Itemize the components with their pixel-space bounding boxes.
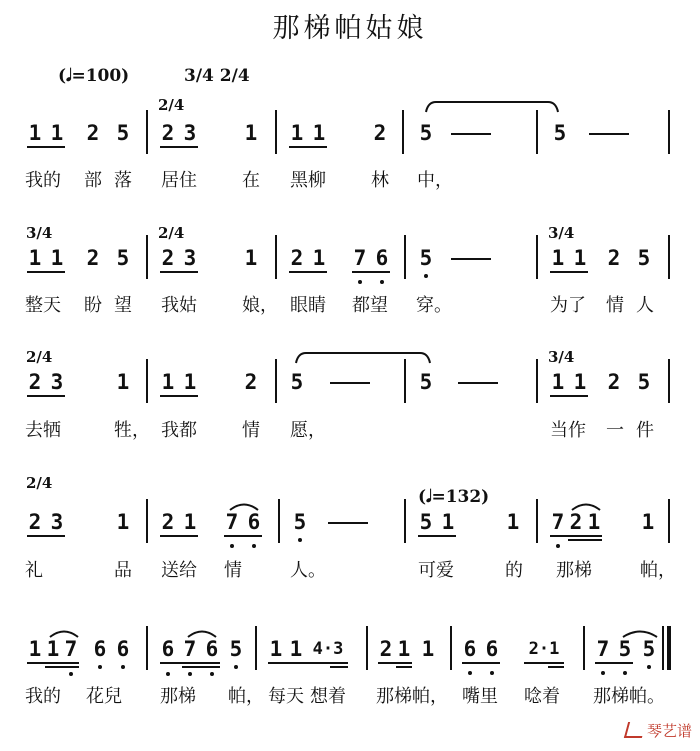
low-octave-dot bbox=[234, 665, 238, 669]
note: 2 bbox=[161, 246, 175, 270]
lyric: 牲， bbox=[114, 420, 150, 441]
lyric: 情 bbox=[242, 420, 260, 441]
note: 1 bbox=[289, 637, 303, 661]
note: 1 bbox=[551, 246, 565, 270]
low-octave-dot bbox=[623, 671, 627, 675]
time-signature: 2/4 bbox=[26, 348, 53, 366]
note: 5 bbox=[637, 370, 651, 394]
lyric: 为了 bbox=[550, 295, 586, 316]
underline bbox=[289, 146, 327, 148]
note: 1 bbox=[161, 370, 175, 394]
note: 3 bbox=[50, 510, 64, 534]
note: 5 bbox=[642, 637, 656, 661]
note: 1 bbox=[183, 510, 197, 534]
lyric: 人 bbox=[636, 295, 654, 316]
note: 3 bbox=[50, 370, 64, 394]
low-octave-dot bbox=[490, 671, 494, 675]
underline bbox=[160, 271, 198, 273]
lyric: 落 bbox=[114, 170, 132, 191]
barline bbox=[536, 235, 538, 279]
lyric: 穿。 bbox=[416, 295, 452, 316]
low-octave-dot bbox=[210, 672, 214, 676]
lyric: 当作 bbox=[550, 420, 586, 441]
underline bbox=[550, 271, 588, 273]
barline bbox=[275, 359, 277, 403]
low-octave-dot bbox=[424, 274, 428, 278]
underline bbox=[224, 535, 262, 537]
lyric: 人。 bbox=[290, 560, 326, 581]
barline bbox=[668, 359, 670, 403]
lyric: 嘴里 bbox=[462, 686, 498, 707]
underline bbox=[378, 662, 412, 664]
barline bbox=[536, 499, 538, 543]
slur bbox=[186, 628, 218, 638]
note: 1 bbox=[28, 121, 42, 145]
underline bbox=[160, 662, 220, 664]
underline bbox=[27, 535, 65, 537]
note: 7 bbox=[551, 510, 565, 534]
note: 6 bbox=[93, 637, 107, 661]
lyric: 件 bbox=[636, 420, 654, 441]
time-signature: 2/4 bbox=[158, 224, 185, 242]
lyric: 那梯帕， bbox=[376, 686, 448, 707]
note: 1 bbox=[573, 370, 587, 394]
note: 6 bbox=[161, 637, 175, 661]
note: 2 bbox=[607, 246, 621, 270]
lyric: 一 bbox=[606, 420, 624, 441]
note: 1 bbox=[641, 510, 655, 534]
low-octave-dot bbox=[380, 280, 384, 284]
note: 7 bbox=[596, 637, 610, 661]
barline bbox=[536, 359, 538, 403]
lyric: 眼睛 bbox=[290, 295, 326, 316]
lyric: 望 bbox=[114, 295, 132, 316]
underline bbox=[548, 666, 564, 668]
note: 6 bbox=[205, 637, 219, 661]
barline bbox=[146, 235, 148, 279]
note: 5 bbox=[290, 370, 304, 394]
underline bbox=[160, 146, 198, 148]
lyric: 都望 bbox=[352, 295, 388, 316]
time-signature: 3/4 bbox=[548, 224, 575, 242]
note: 7 bbox=[225, 510, 239, 534]
underline bbox=[45, 662, 79, 664]
note: 1 bbox=[269, 637, 283, 661]
slur bbox=[621, 628, 659, 638]
note: 1 bbox=[506, 510, 520, 534]
tempo-initial: (𝅘𝅥=100) bbox=[58, 66, 130, 86]
low-octave-dot bbox=[98, 665, 102, 669]
underline bbox=[289, 271, 327, 273]
lyric: 那梯 bbox=[556, 560, 592, 581]
note: 1 bbox=[50, 121, 64, 145]
note: 2 bbox=[373, 121, 387, 145]
underline bbox=[418, 535, 456, 537]
lyric: 居住 bbox=[161, 170, 197, 191]
lyric: 盼 bbox=[84, 295, 102, 316]
note: 1 bbox=[28, 637, 42, 661]
logo-text: 琴艺谱 bbox=[646, 722, 692, 740]
lyric: 黑柳 bbox=[290, 170, 326, 191]
underline bbox=[550, 535, 570, 537]
barline bbox=[402, 110, 404, 154]
lyric: 愿， bbox=[290, 420, 326, 441]
lyric: 花兒 bbox=[86, 686, 122, 707]
note: 1 bbox=[244, 121, 258, 145]
lyric: 唸着 bbox=[524, 686, 560, 707]
note: 2 bbox=[86, 121, 100, 145]
lyric: 整天 bbox=[25, 295, 61, 316]
extension-dash bbox=[458, 382, 498, 384]
note: 1 bbox=[183, 370, 197, 394]
note: 6 bbox=[116, 637, 130, 661]
tempo-change: (𝅘𝅥=132) bbox=[418, 487, 490, 507]
tie bbox=[424, 100, 560, 114]
time-signature: 3/4 bbox=[26, 224, 53, 242]
low-octave-dot bbox=[230, 544, 234, 548]
underline bbox=[27, 662, 47, 664]
note: 2 bbox=[244, 370, 258, 394]
extension-dash bbox=[451, 258, 491, 260]
note: 2 bbox=[569, 510, 583, 534]
time-signature: 2/4 bbox=[158, 96, 185, 114]
note: 1 bbox=[573, 246, 587, 270]
barline bbox=[366, 626, 368, 670]
lyric: 我的 bbox=[25, 170, 61, 191]
barline bbox=[278, 499, 280, 543]
note: 1 bbox=[397, 637, 411, 661]
lyric: 部 bbox=[84, 170, 102, 191]
note: 2 bbox=[290, 246, 304, 270]
note: 5 bbox=[553, 121, 567, 145]
underline bbox=[45, 666, 79, 668]
low-octave-dot bbox=[166, 672, 170, 676]
underline bbox=[27, 146, 65, 148]
lyric: 帕， bbox=[228, 686, 264, 707]
lyric: 每天 bbox=[268, 686, 304, 707]
note: 5 bbox=[618, 637, 632, 661]
low-octave-dot bbox=[69, 672, 73, 676]
underline bbox=[568, 535, 602, 537]
lyric: 礼 bbox=[25, 560, 43, 581]
note: 5 bbox=[419, 246, 433, 270]
note: 2 bbox=[28, 370, 42, 394]
extension-dash bbox=[330, 382, 370, 384]
lyric: 情 bbox=[224, 560, 242, 581]
underline bbox=[330, 666, 348, 668]
barline bbox=[583, 626, 585, 670]
note: 2 bbox=[28, 510, 42, 534]
barline bbox=[146, 499, 148, 543]
lyric: 在 bbox=[242, 170, 260, 191]
low-octave-dot bbox=[298, 538, 302, 542]
lyric: 那梯帕。 bbox=[593, 686, 665, 707]
underline bbox=[595, 662, 633, 664]
extension-dash bbox=[328, 522, 368, 524]
barline bbox=[404, 499, 406, 543]
tie bbox=[294, 351, 432, 365]
time-signature: 3/4 bbox=[548, 348, 575, 366]
barline bbox=[404, 235, 406, 279]
barline bbox=[146, 359, 148, 403]
note: 6 bbox=[485, 637, 499, 661]
low-octave-dot bbox=[601, 671, 605, 675]
underline bbox=[27, 271, 65, 273]
underline bbox=[160, 535, 198, 537]
note: 5 bbox=[116, 246, 130, 270]
underline bbox=[568, 539, 602, 541]
barline bbox=[146, 626, 148, 670]
underline bbox=[268, 662, 348, 664]
lyric: 我的 bbox=[25, 686, 61, 707]
note: 1 bbox=[50, 246, 64, 270]
extension-dash bbox=[589, 133, 629, 135]
note: 5 bbox=[419, 510, 433, 534]
underline bbox=[550, 395, 588, 397]
low-octave-dot bbox=[468, 671, 472, 675]
note: 1 bbox=[312, 246, 326, 270]
barline bbox=[255, 626, 257, 670]
note: 3 bbox=[183, 121, 197, 145]
lyric: 林 bbox=[371, 170, 389, 191]
note: 3 bbox=[183, 246, 197, 270]
lyric: 中， bbox=[417, 170, 453, 191]
slur bbox=[48, 628, 80, 638]
note: 6 bbox=[463, 637, 477, 661]
note: 5 bbox=[116, 121, 130, 145]
low-octave-dot bbox=[647, 665, 651, 669]
logo-icon bbox=[624, 722, 646, 738]
low-octave-dot bbox=[188, 672, 192, 676]
note: 2 bbox=[607, 370, 621, 394]
note: 2 bbox=[161, 121, 175, 145]
note: 1 bbox=[244, 246, 258, 270]
note: 2 bbox=[379, 637, 393, 661]
lyric: 我姑 bbox=[161, 295, 197, 316]
lyric: 娘， bbox=[242, 295, 278, 316]
barline bbox=[275, 235, 277, 279]
underline bbox=[352, 271, 390, 273]
underline bbox=[27, 395, 65, 397]
barline bbox=[668, 499, 670, 543]
note: 2·1 bbox=[528, 639, 560, 659]
lyric: 情 bbox=[606, 295, 624, 316]
underline bbox=[462, 662, 500, 664]
lyric: 品 bbox=[114, 560, 132, 581]
note: 1 bbox=[587, 510, 601, 534]
lyric: 送给 bbox=[161, 560, 197, 581]
lyric: 那梯 bbox=[160, 686, 196, 707]
low-octave-dot bbox=[358, 280, 362, 284]
note: 1 bbox=[312, 121, 326, 145]
slur bbox=[570, 501, 602, 511]
time-signature: 2/4 bbox=[26, 474, 53, 492]
final-barline bbox=[667, 626, 671, 670]
note: 1 bbox=[116, 370, 130, 394]
underline bbox=[396, 666, 412, 668]
barline bbox=[662, 626, 664, 670]
note: 7 bbox=[183, 637, 197, 661]
note: 5 bbox=[637, 246, 651, 270]
note: 2 bbox=[86, 246, 100, 270]
note: 1 bbox=[46, 637, 60, 661]
barline bbox=[404, 359, 406, 403]
note: 7 bbox=[353, 246, 367, 270]
barline bbox=[146, 110, 148, 154]
note: 5 bbox=[229, 637, 243, 661]
lyric: 可爱 bbox=[418, 560, 454, 581]
lyric: 帕， bbox=[640, 560, 676, 581]
song-title: 那梯帕姑娘 bbox=[272, 13, 428, 44]
low-octave-dot bbox=[121, 665, 125, 669]
meter-initial: 3/4 2/4 bbox=[184, 66, 250, 86]
note: 1 bbox=[116, 510, 130, 534]
low-octave-dot bbox=[556, 544, 560, 548]
underline bbox=[182, 666, 220, 668]
underline bbox=[160, 395, 198, 397]
lyric: 去牺 bbox=[25, 420, 61, 441]
note: 1 bbox=[551, 370, 565, 394]
barline bbox=[450, 626, 452, 670]
underline bbox=[524, 662, 564, 664]
note: 1 bbox=[421, 637, 435, 661]
lyric: 想着 bbox=[310, 686, 346, 707]
note: 1 bbox=[28, 246, 42, 270]
extension-dash bbox=[451, 133, 491, 135]
barline bbox=[536, 110, 538, 154]
note: 6 bbox=[247, 510, 261, 534]
slur bbox=[228, 501, 260, 511]
note: 5 bbox=[419, 121, 433, 145]
site-logo bbox=[626, 720, 692, 741]
note: 1 bbox=[290, 121, 304, 145]
note: 7 bbox=[64, 637, 78, 661]
note: 1 bbox=[441, 510, 455, 534]
low-octave-dot bbox=[252, 544, 256, 548]
note: 5 bbox=[293, 510, 307, 534]
note: 4·3 bbox=[312, 639, 344, 659]
lyric: 我都 bbox=[161, 420, 197, 441]
note: 5 bbox=[419, 370, 433, 394]
barline bbox=[275, 110, 277, 154]
note: 2 bbox=[161, 510, 175, 534]
lyric: 的 bbox=[505, 560, 523, 581]
barline bbox=[668, 235, 670, 279]
barline bbox=[668, 110, 670, 154]
note: 6 bbox=[375, 246, 389, 270]
